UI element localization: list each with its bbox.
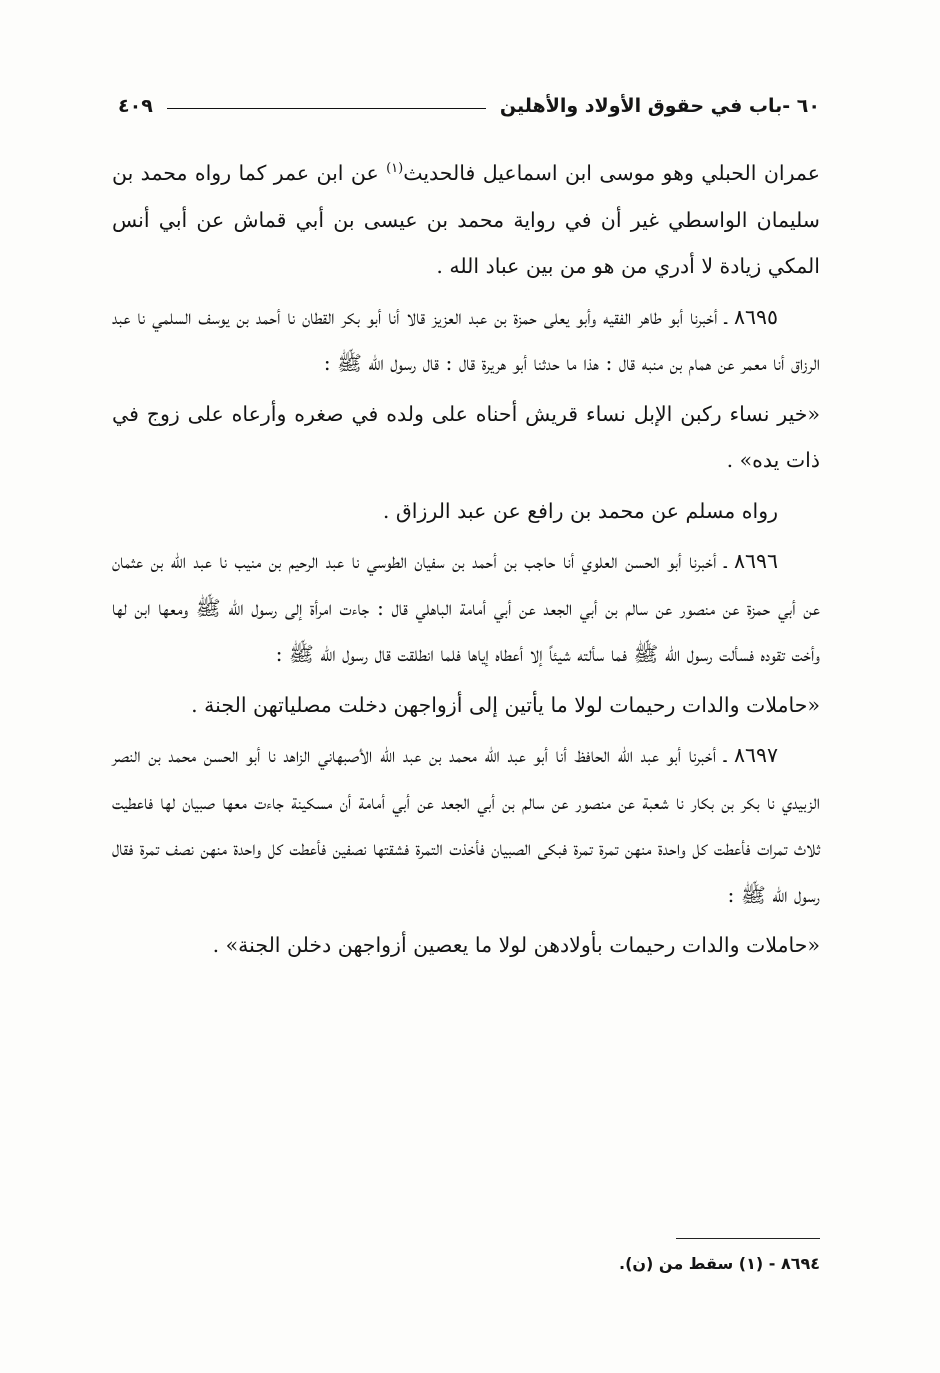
narration-note: رواه مسلم عن محمد بن رافع عن عبد الرزاق .	[382, 498, 778, 523]
hadith-8697-text: ـ أخبرنا أبو عبد الله الحافظ أنا أبو عبد الله محمد بن عبد الله الأصبهاني الزاهد نا أبو الحسن محمد بن النصر الزبيدي نا بكر بن بكار نا شعبة عن منصور عن سالم بن أبي الجعد عن أبي أمامة أن مسكينة جاءت معها صبيان لها فاعطيت ثلاث تمرات فأعطت كل واحدة منهن تمرة تمرة فبكى الصبيان فأخذت التمرة فشقتها نصفين فأعطت كل واحدة منهن نصف تمرة فقال رسول الله ﷺ :	[112, 743, 820, 907]
hadith-8695	[112, 294, 820, 387]
paragraph-1-head: عمران الحبلي وهو موسى ابن اسماعيل فالحديث	[403, 161, 820, 185]
hadith-8697	[112, 732, 820, 918]
hadith-8696-text: ـ أخبرنا أبو الحسن العلوي أنا حاجب بن أحمد بن سفيان الطوسي نا عبد الرحيم بن منيب نا عبد الله بن عثمان عن أبي حمزة عن منصور عن سالم بن أبي الجعد عن أبي أمامة الباهلي قال : جاءت امرأة إلى رسول الله ﷺ ومعها ابن لها وأخت تقوده فسألت رسول الله ﷺ فما سألته شيئاً إلا أعطاه إياها فلما انطلقت قال رسول الله ﷺ :	[112, 549, 820, 666]
main-text	[112, 150, 820, 973]
hadith-8697-quote: «حاملات والدات رحيمات بأولادهن لولا ما يعصين أزواجهن دخلن الجنة» .	[212, 933, 820, 957]
chapter-title: ٦٠ -باب في حقوق الأولاد والأهلين	[499, 95, 820, 117]
paragraph-1	[112, 150, 820, 290]
hadith-number-8696: ٨٦٩٦	[733, 549, 778, 573]
hadith-number-8695: ٨٦٩٥	[733, 304, 778, 329]
header-rule	[167, 108, 486, 109]
hadith-8695-text: ـ أخبرنا أبو طاهر الفقيه وأبو يعلى حمزة بن عبد العزيز قالا أنا أبو بكر القطان نا أحمد بن يوسف السلمي نا عبد الرزاق أنا معمر عن همام بن منبه قال : هذا ما حدثنا أبو هريرة قال : قال رسول الله ﷺ :	[112, 304, 820, 375]
page-header	[118, 88, 820, 124]
footnote-marker: (١)	[386, 161, 404, 177]
hadith-8696-quote: «حاملات والدات رحيمات لولا ما يأتين إلى أزواجهن دخلت مصلياتهن الجنة .	[191, 692, 820, 717]
footnote-rule	[676, 1238, 820, 1239]
hadith-number-8697: ٨٦٩٧	[733, 743, 778, 767]
hadith-8695-quote: «خير نساء ركبن الإبل نساء قريش أحناه على ولده في صغره وأرعاه على زوج في ذات يده» .	[112, 401, 820, 472]
paragraph-1-tail: عن ابن عمر كما رواه محمد بن سليمان الواسطي غير أن في رواية محمد بن عيسى بن أبي قماش عن أبي أنس المكي زيادة لا أدري من هو من بين عباد الله .	[112, 161, 820, 278]
page-number: ٤٠٩	[118, 95, 153, 117]
footnote: ٨٦٩٤ - (١) سقط من (ن).	[619, 1254, 820, 1273]
hadith-8696	[112, 538, 820, 678]
